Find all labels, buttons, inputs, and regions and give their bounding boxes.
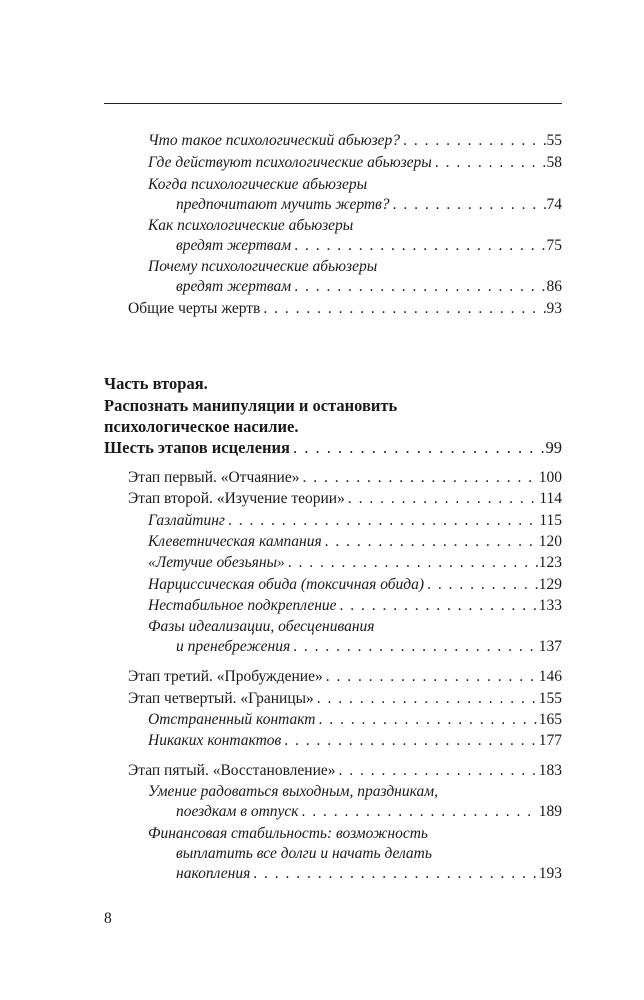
toc-entry-first-line[interactable]: Когда психологические абьюзеры	[148, 176, 368, 193]
toc-entry-page: 93	[546, 300, 562, 317]
toc-entry-title: Клеветническая кампания	[148, 533, 322, 550]
toc-entry-title: Где действуют психологические абьюзеры	[148, 154, 432, 171]
toc-entry-title: «Летучие обезьяны»	[148, 554, 285, 571]
toc-entry[interactable]	[128, 299, 562, 319]
dot-leader	[348, 489, 538, 509]
toc-entry[interactable]	[128, 489, 562, 509]
dot-leader	[228, 511, 538, 531]
toc-entry-title: Нарциссическая обида (токсичная обида)	[148, 576, 425, 593]
dot-leader	[435, 153, 546, 173]
toc-entry[interactable]	[148, 153, 562, 173]
dot-leader	[319, 710, 538, 730]
toc-entry-page: 189	[538, 803, 562, 820]
dot-leader	[293, 637, 538, 657]
dot-leader	[263, 299, 545, 319]
toc-entry[interactable]	[176, 236, 562, 256]
toc-entry-page: 100	[538, 469, 562, 486]
dot-leader	[326, 667, 538, 687]
toc-entry-page: 193	[538, 865, 562, 882]
toc-entry[interactable]	[128, 761, 562, 781]
dot-leader	[294, 277, 545, 297]
toc-entry[interactable]	[148, 710, 562, 730]
toc-entry-title: и пренебрежения	[176, 638, 291, 655]
toc-entry-title: вредят жертвам	[176, 278, 292, 295]
toc-entry-page: 74	[546, 196, 562, 213]
toc-entry[interactable]	[176, 637, 562, 657]
toc-entry-second-line[interactable]: выплатить все долги и начать делать	[176, 845, 432, 862]
dot-leader	[253, 864, 537, 884]
dot-leader	[393, 195, 546, 215]
toc-entry-page: 177	[538, 732, 562, 749]
toc-entry-page: 55	[546, 132, 562, 149]
toc-entry[interactable]	[176, 277, 562, 297]
top-rule	[104, 103, 562, 104]
toc-entry-page: 133	[538, 597, 562, 614]
dot-leader	[339, 761, 538, 781]
dot-leader	[302, 468, 537, 488]
dot-leader	[294, 236, 545, 256]
toc-entry-page: 155	[538, 690, 562, 707]
toc-entry-title: Этап пятый. «Восстановление»	[128, 762, 336, 779]
toc-entry-title: Этап второй. «Изучение теории»	[128, 490, 345, 507]
toc-entry-title: Нестабильное подкрепление	[148, 597, 337, 614]
toc-entry-first-line[interactable]: Почему психологические абьюзеры	[148, 258, 378, 275]
part-heading-line: психологическое насилие.	[104, 417, 299, 436]
toc-entry-title: предпочитают мучить жертв?	[176, 196, 390, 213]
toc-entry-page: 183	[538, 762, 562, 779]
toc-entry-page: 137	[538, 638, 562, 655]
toc-entry-page: 146	[538, 668, 562, 685]
toc-entry[interactable]	[128, 468, 562, 488]
toc-entry-title: Этап первый. «Отчаяние»	[128, 469, 300, 486]
toc-entry-page: 58	[546, 154, 562, 171]
toc-entry-first-line[interactable]: Фазы идеализации, обесценивания	[148, 618, 375, 635]
part-heading-line: Часть вторая.	[104, 374, 208, 393]
toc-entry[interactable]	[128, 667, 562, 687]
part-heading-line: Распознать манипуляции и остановить	[104, 396, 398, 415]
toc-entry-page: 165	[538, 711, 562, 728]
page-number: 8	[104, 910, 112, 927]
dot-leader	[403, 131, 545, 151]
toc-entry-first-line[interactable]: Как психологические абьюзеры	[148, 217, 354, 234]
dot-leader	[288, 553, 538, 573]
toc-entry-title: Газлайтинг	[148, 512, 225, 529]
part-heading-entry[interactable]	[104, 438, 562, 458]
toc-entry-page: 86	[546, 278, 562, 295]
toc-entry-page: 120	[538, 533, 562, 550]
toc-entry-title: поездкам в отпуск	[176, 803, 299, 820]
toc-entry-page: 114	[539, 490, 562, 507]
toc-entry-page: 75	[546, 237, 562, 254]
toc-entry-page: 129	[538, 576, 562, 593]
toc-entry-title: Этап четвертый. «Границы»	[128, 690, 314, 707]
part-heading-page: 99	[545, 438, 562, 457]
dot-leader	[284, 731, 537, 751]
toc-entry[interactable]	[176, 195, 562, 215]
toc-entry[interactable]	[148, 553, 562, 573]
toc-entry-page: 115	[539, 512, 562, 529]
toc-entry[interactable]	[148, 131, 562, 151]
toc-entry[interactable]	[176, 802, 562, 822]
toc-entry-title: вредят жертвам	[176, 237, 292, 254]
part-heading-title: Шесть этапов исцеления	[104, 438, 290, 457]
toc-entry-title: Никаких контактов	[148, 732, 282, 749]
toc-entry-page: 123	[538, 554, 562, 571]
toc-entry[interactable]	[148, 511, 562, 531]
toc-entry[interactable]	[148, 596, 562, 616]
toc-entry-first-line[interactable]: Умение радоваться выходным, праздникам,	[148, 783, 438, 800]
toc-entry[interactable]	[148, 731, 562, 751]
dot-leader	[340, 596, 538, 616]
dot-leader	[427, 575, 538, 595]
toc-entry-title: Что такое психологический абьюзер?	[148, 132, 401, 149]
toc-entry[interactable]	[148, 575, 562, 595]
toc-entry[interactable]	[128, 689, 562, 709]
dot-leader	[325, 532, 538, 552]
dot-leader	[317, 689, 538, 709]
toc-entry[interactable]	[176, 864, 562, 884]
toc-entry-title: Этап третий. «Пробуждение»	[128, 668, 323, 685]
toc-entry[interactable]	[148, 532, 562, 552]
toc-entry-title: Отстраненный контакт	[148, 711, 316, 728]
dot-leader	[302, 802, 538, 822]
toc-entry-first-line[interactable]: Финансовая стабильность: возможность	[148, 825, 428, 842]
toc-entry-title: накопления	[176, 865, 251, 882]
dot-leader	[293, 438, 545, 458]
toc-entry-title: Общие черты жертв	[128, 300, 261, 317]
